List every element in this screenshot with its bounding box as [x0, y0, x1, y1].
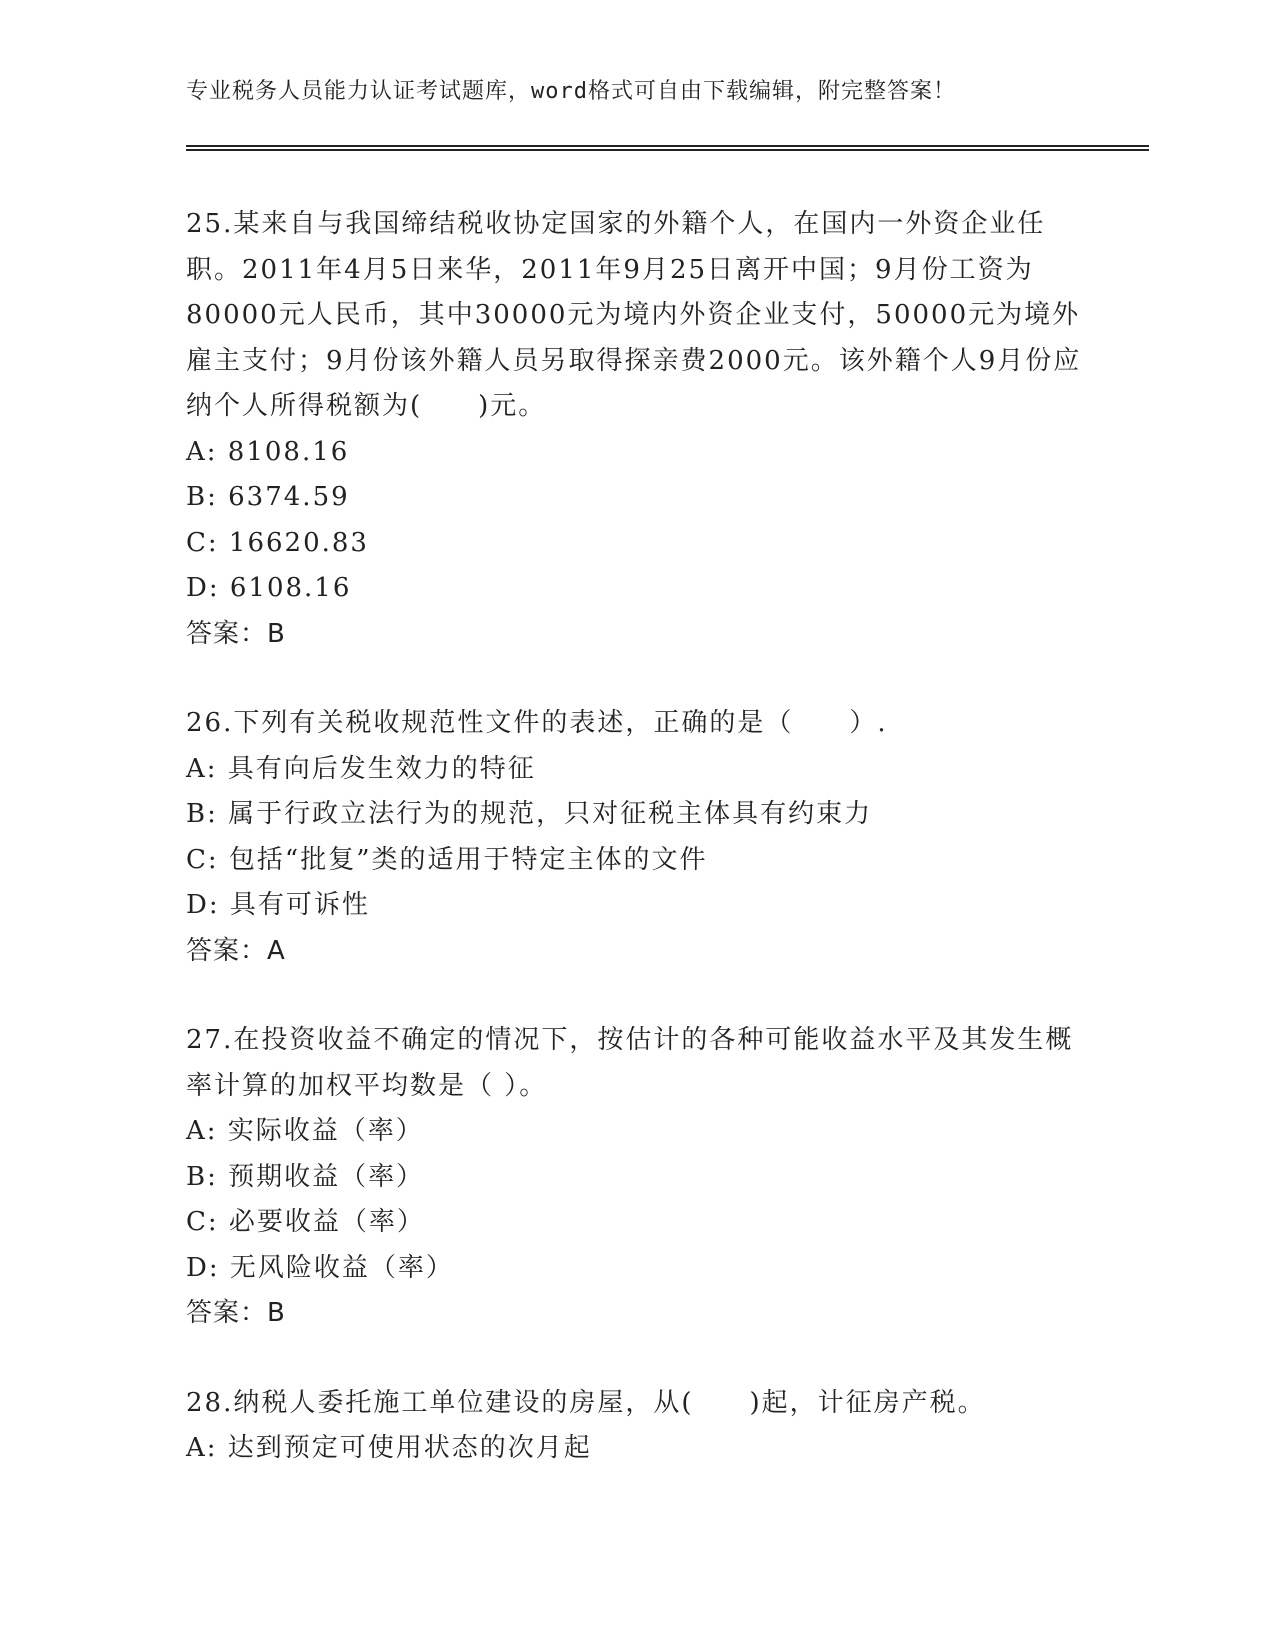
page-header: 专业税务人员能力认证考试题库，word格式可自由下载编辑，附完整答案！: [186, 79, 956, 104]
question-26: [186, 701, 1086, 974]
option-a: A: 具有向后发生效力的特征: [186, 753, 536, 784]
option-b: B: 属于行政立法行为的规范，只对征税主体具有约束力: [186, 799, 873, 829]
option-c: C: 必要收益（率）: [186, 1207, 425, 1237]
option-c: C: 16620.83: [186, 527, 369, 558]
question-stem: 25.某来自与我国缔结税收协定国家的外籍个人，在国内一外资企业任职。2011年4月5日来华，2011年9月25日离开中国；9月份工资为80000元人民币，其中30000元为境内外资企业支付，50000元为境外雇主支付；9月份该外籍人员另取得探亲费2000元。该外籍个人9月份应纳个人所得税额为( )元。: [186, 209, 1082, 421]
question-25: [186, 202, 1086, 657]
answer-line: 答案：B: [186, 618, 286, 649]
option-b: B: 预期收益（率）: [186, 1161, 425, 1192]
option-a: A: 实际收益（率）: [186, 1116, 424, 1146]
question-27: [186, 1018, 1086, 1337]
question-stem: 26.下列有关税收规范性文件的表述，正确的是（ ）.: [186, 708, 888, 738]
option-c: C: 包括“批复”类的适用于特定主体的文件: [186, 844, 708, 875]
question-stem: 28.纳税人委托施工单位建设的房屋，从( )起，计征房产税。: [186, 1387, 986, 1418]
question-list: [186, 202, 1086, 1472]
question-28: [186, 1381, 1086, 1472]
answer-line: 答案：A: [186, 935, 286, 966]
answer-line: 答案：B: [186, 1298, 286, 1328]
option-a: A: 8108.16: [186, 436, 350, 467]
header-divider: [186, 145, 1149, 151]
question-stem: 27.在投资收益不确定的情况下，按估计的各种可能收益水平及其发生概率计算的加权平均数是（ ）。: [186, 1025, 1074, 1101]
option-d: D: 具有可诉性: [186, 890, 370, 920]
option-d: D: 无风险收益（率）: [186, 1252, 454, 1283]
option-d: D: 6108.16: [186, 573, 352, 603]
option-b: B: 6374.59: [186, 482, 350, 512]
option-a: A: 达到预定可使用状态的次月起: [186, 1433, 592, 1463]
